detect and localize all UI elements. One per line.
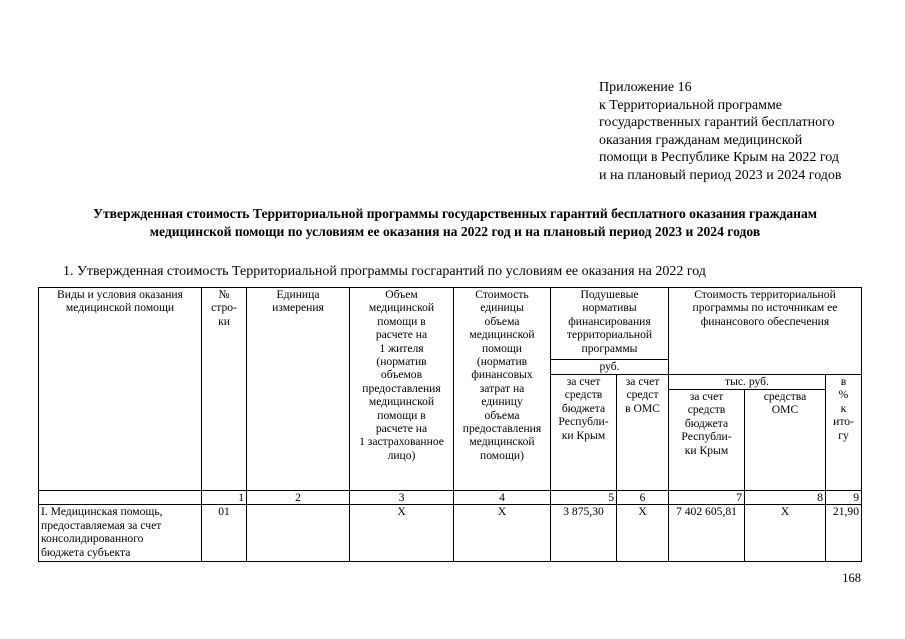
table-row — [39, 505, 862, 562]
appendix-line: государственных гарантий бесплатного — [599, 115, 835, 131]
row-per-capita-budget: 3 875,30 — [551, 505, 617, 562]
column-number: 3 — [350, 491, 454, 505]
column-number: 6 — [617, 491, 669, 505]
cost-table — [38, 287, 862, 562]
row-cost-budget: 7 402 605,81 — [669, 505, 745, 562]
header-program-cost: Стоимость территориальной программы по источникам ее финансового обеспечения — [669, 288, 862, 375]
header-kind: Виды и условия оказания медицинской помощи — [39, 288, 202, 491]
header-cost-budget: за счет средств бюджета Республи- ки Крым — [669, 390, 745, 491]
column-number: 8 — [745, 491, 826, 505]
row-unit-cost: Х — [454, 505, 551, 562]
appendix-line: Приложение 16 — [599, 80, 692, 95]
appendix-note — [599, 79, 842, 185]
header-percent: в % к ито- гу — [826, 375, 862, 491]
appendix-line: помощи в Республике Крым на 2022 год — [599, 150, 839, 166]
row-cost-oms: Х — [745, 505, 826, 562]
row-name: I. Медицинская помощь, предоставляемая за счет консолидированного бюджета субъекта — [39, 505, 202, 562]
column-number: 2 — [247, 491, 350, 505]
header-row-number: № стро- ки — [202, 288, 247, 491]
header-per-capita-oms: за счет средст в ОМС — [617, 375, 669, 491]
header-unit-cost: Стоимость единицы объема медицинской помощи (норматив финансовых затрат на единицу объема предоставления медицинской помощи) — [454, 288, 551, 491]
section-heading: 1. Утвержденная стоимость Территориальной программы госгарантий по условиям ее оказания на 2022 год — [63, 264, 706, 279]
column-number: 9 — [826, 491, 862, 505]
header-unit: Единица измерения — [247, 288, 350, 491]
document-title — [40, 205, 870, 241]
row-percent: 21,90 — [826, 505, 862, 562]
header-volume: Объем медицинской помощи в расчете на 1 жителя (норматив объемов предоставления медицинской помощи в расчете на 1 застрахованное лицо) — [350, 288, 454, 491]
row-code: 01 — [202, 505, 247, 562]
appendix-line: оказания гражданам медицинской — [599, 132, 803, 148]
column-number: 5 — [551, 491, 617, 505]
header-unit-thousand-rub: тыс. руб. — [669, 375, 826, 390]
title-line: медицинской помощи по условиям ее оказания на 2022 год и на плановый период 2023 и 2024 годов — [149, 224, 761, 239]
column-number: 4 — [454, 491, 551, 505]
appendix-line: к Территориальной программе — [599, 97, 783, 113]
column-number: 7 — [669, 491, 745, 505]
header-row-1 — [39, 288, 862, 360]
row-unit — [247, 505, 350, 562]
column-number-row — [39, 491, 862, 505]
header-per-capita-norms: Подушевые нормативы финансирования территориальной программы — [551, 288, 669, 360]
column-number: 1 — [202, 491, 247, 505]
row-per-capita-oms: Х — [617, 505, 669, 562]
header-unit-rub: руб. — [551, 360, 669, 375]
page-number: 168 — [842, 571, 861, 585]
column-number — [39, 491, 202, 505]
header-cost-oms: средства ОМС — [745, 390, 826, 491]
appendix-line: и на плановый период 2023 и 2024 годов — [599, 167, 842, 183]
header-per-capita-budget: за счет средств бюджета Республи- ки Крым — [551, 375, 617, 491]
row-volume: Х — [350, 505, 454, 562]
title-line: Утвержденная стоимость Территориальной программы государственных гарантий бесплатного оказания гражданам — [92, 206, 818, 221]
